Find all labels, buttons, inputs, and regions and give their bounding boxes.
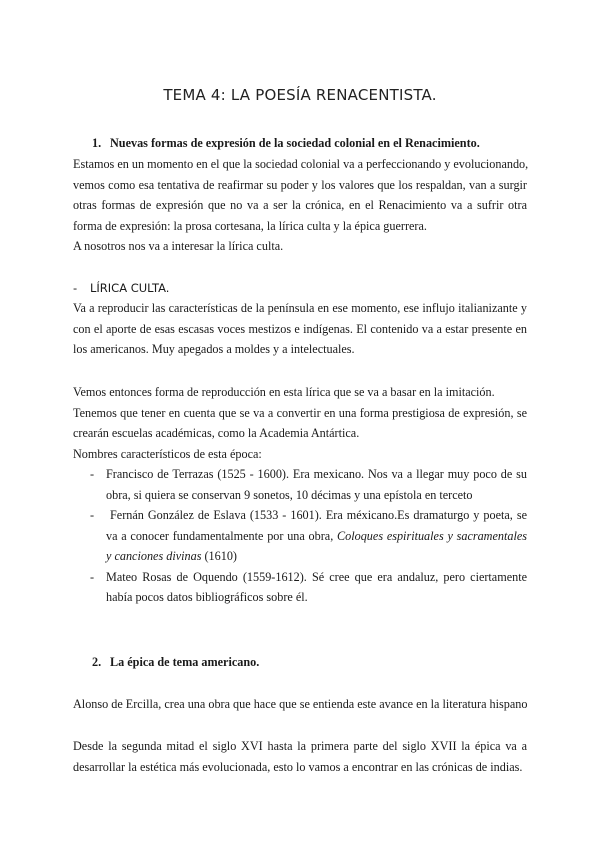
- section-1-number: 1.: [92, 136, 102, 150]
- author-line: Fernán González de Eslava (1533 - 1601). Era méxicano.Es dramaturgo y poeta, se: [106, 508, 527, 522]
- paragraph-line: otras formas de expresión que no va a ser la crónica, en el Renacimiento va a sufrir otra: [73, 198, 527, 212]
- paragraph-line: Va a reproducir las características de la península en ese momento, ese influjo italianizante y: [73, 301, 527, 315]
- section-2-heading-text: La épica de tema americano.: [110, 655, 260, 669]
- author-item-gonzalez-de-eslava: [73, 505, 527, 567]
- author-line: había pocos datos bibliográficos sobre él.: [106, 590, 308, 604]
- paragraph-line: Estamos en un momento en el que la sociedad colonial va a perfeccionando y evolucionando,: [73, 157, 529, 171]
- paragraph-line: Vemos entonces forma de reproducción en esta lírica que se va a basar en la imitación.: [73, 385, 495, 399]
- author-line: Mateo Rosas de Oquendo (1559-1612). Sé cree que era andaluz, pero ciertamente: [106, 569, 527, 584]
- paragraph-line: los americanos. Muy apegados a moldes y a intelectuales.: [73, 342, 355, 356]
- section-2-heading: [92, 652, 259, 673]
- author-line-text: (1610): [201, 549, 237, 563]
- paragraph-line: crearán escuelas académicas, como la Academia Antártica.: [73, 426, 360, 440]
- lirica-culta-subheading: [73, 278, 170, 299]
- list-dash: -: [90, 508, 95, 522]
- section-1-paragraph-1: [73, 154, 527, 257]
- author-item-rosas-de-oquendo: [73, 567, 527, 608]
- authors-intro: Nombres característicos de esta época:: [73, 446, 262, 461]
- section-1-heading: [92, 133, 480, 154]
- list-dash: -: [73, 281, 78, 295]
- paragraph-line: desarrollar la estética más evolucionada, esto lo vamos a encontrar en las crónicas de indias.: [73, 759, 523, 774]
- lirica-culta-subheading-text: LÍRICA CULTA.: [90, 281, 170, 295]
- section-2-number: 2.: [92, 655, 102, 669]
- section-2-paragraph-1: [73, 694, 527, 715]
- paragraph-line: vemos como esa tentativa de reafirmar su poder y los valores que los respaldan, van a surgir: [73, 177, 527, 192]
- author-line-text: va a conocer fundamentalmente por una obra,: [106, 528, 338, 543]
- author-line: obra, si quiera se conservan 9 sonetos, 10 décimas y una epístola en terceto: [106, 487, 473, 502]
- author-line: Francisco de Terrazas (1525 - 1600). Era mexicano. Nos va a llegar muy poco de su: [106, 467, 527, 481]
- author-item-terrazas: [73, 464, 527, 505]
- paragraph-line: Desde la segunda mitad el siglo XVI hasta la primera parte del siglo XVII la épica va a: [73, 739, 527, 753]
- paragraph-line: Alonso de Ercilla, crea una obra que hace que se entienda este avance en la literatura hispano: [73, 697, 528, 711]
- work-title: y canciones divinas: [106, 549, 202, 563]
- paragraph-line: con el aporte de esas escasas voces mestizos e indígenas. El contenido va a estar presente en: [73, 321, 527, 336]
- author-line: [106, 526, 527, 547]
- work-title: Coloques espirituales y sacramentales: [337, 528, 528, 543]
- list-dash: -: [90, 569, 95, 584]
- section-1-heading-text: Nuevas formas de expresión de la sociedad colonial en el Renacimiento.: [110, 136, 480, 150]
- author-line: [106, 546, 527, 567]
- section-2-paragraph-2: [73, 736, 527, 777]
- list-dash: -: [90, 467, 95, 481]
- paragraph-line: forma de expresión: la prosa cortesana, la lírica culta y la épica guerrera.: [73, 218, 427, 233]
- section-1-paragraph-3: [73, 298, 527, 360]
- paragraph-line: A nosotros nos va a interesar la lírica culta.: [73, 239, 284, 253]
- page-title: TEMA 4: LA POESÍA RENACENTISTA.: [163, 86, 437, 104]
- section-1-paragraph-4: [73, 382, 527, 608]
- paragraph-line: Tenemos que tener en cuenta que se va a convertir en una forma prestigiosa de expresión, se: [73, 405, 527, 420]
